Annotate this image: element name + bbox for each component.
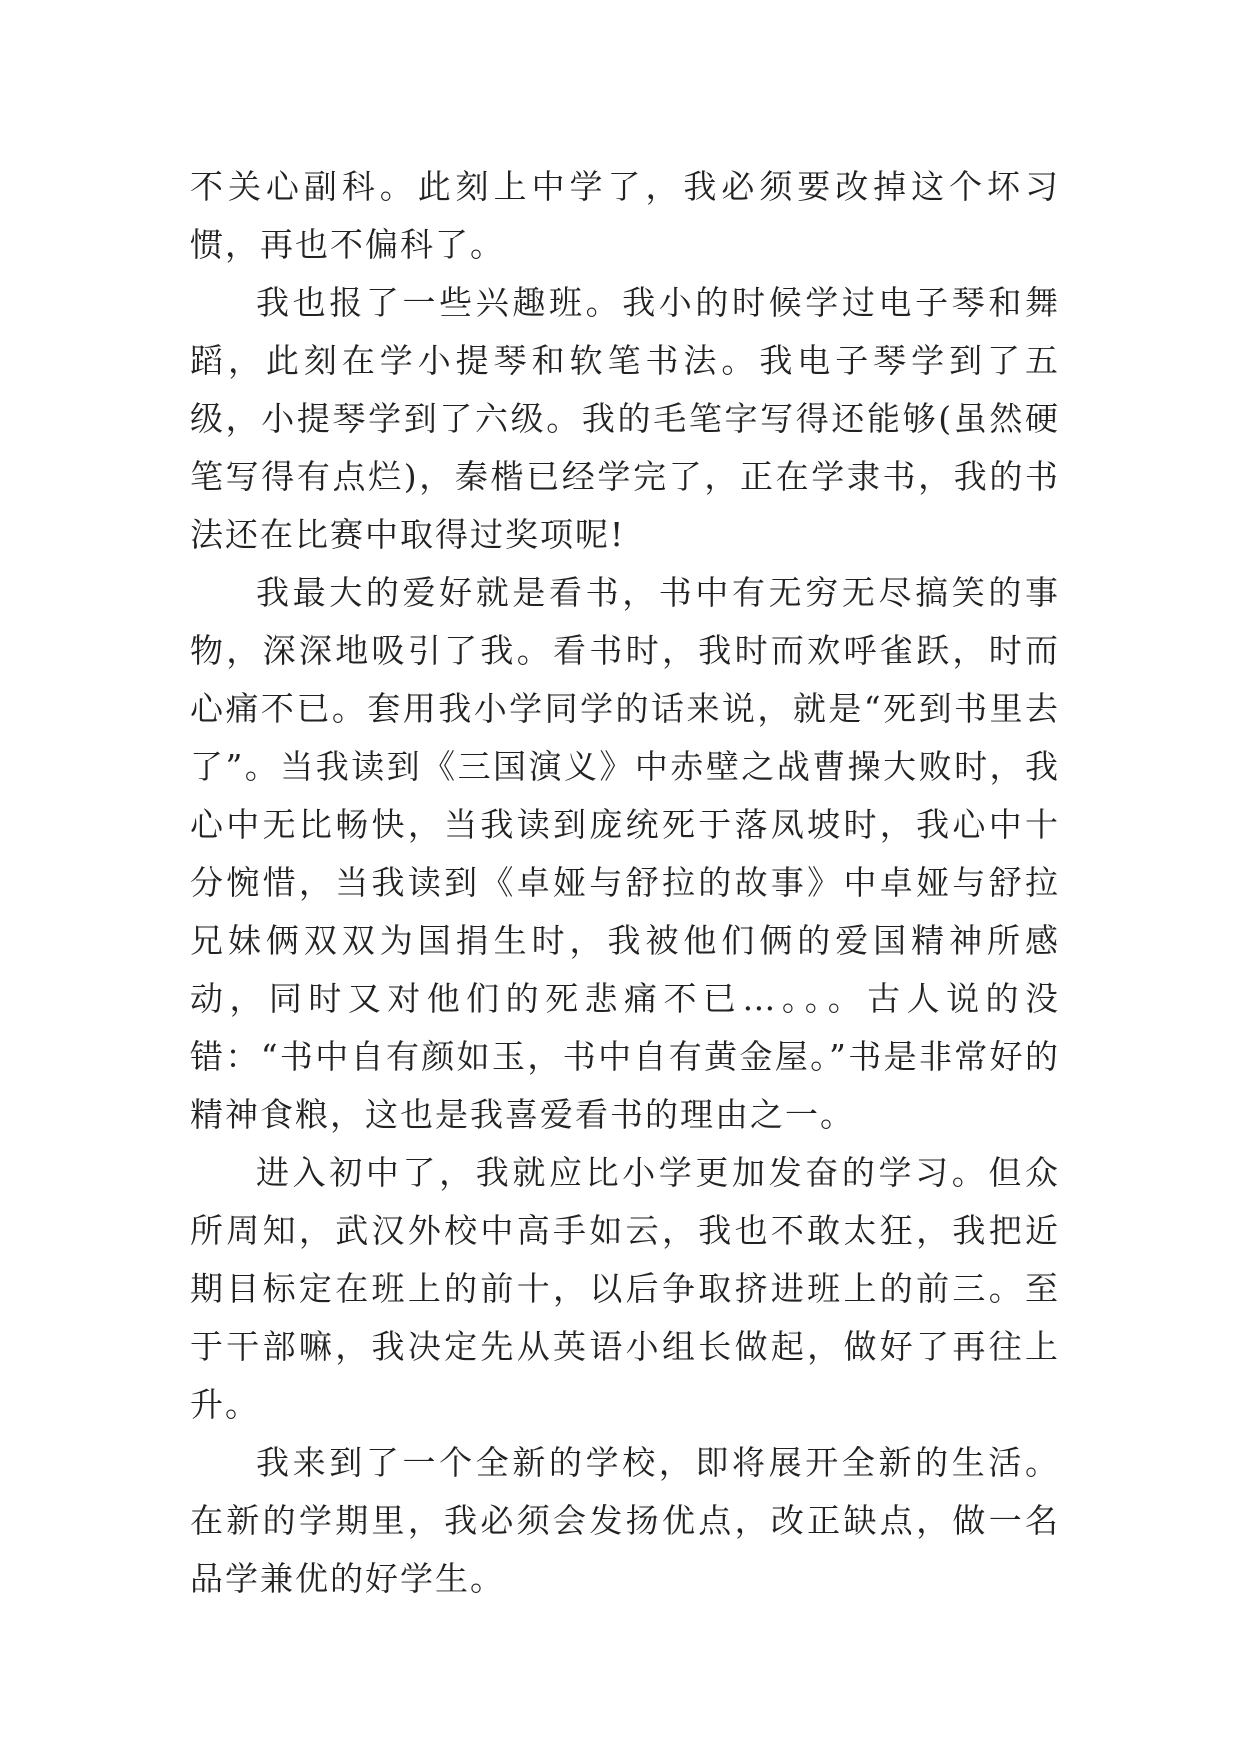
document-body [190, 158, 1060, 1608]
paragraph-5: 我来到了一个全新的学校，即将展开全新的生活。在新的学期里，我必须会发扬优点，改正缺点，做一名品学兼优的好学生。 [190, 1443, 1060, 1598]
paragraph-2: 我也报了一些兴趣班。我小的时候学过电子琴和舞蹈，此刻在学小提琴和软笔书法。我电子琴学到了五级，小提琴学到了六级。我的毛笔字写得还能够(虽然硬笔写得有点烂)，秦楷已经学完了，正在学隶书，我的书法还在比赛中取得过奖项呢! [190, 283, 1060, 554]
paragraph-3: 我最大的爱好就是看书，书中有无穷无尽搞笑的事物，深深地吸引了我。看书时，我时而欢呼雀跃，时而心痛不已。套用我小学同学的话来说，就是“死到书里去了”。当我读到《三国演义》中赤壁之战曹操大败时，我心中无比畅快，当我读到庞统死于落凤坡时，我心中十分惋惜，当我读到《卓娅与舒拉的故事》中卓娅与舒拉兄妹俩双双为国捐生时，我被他们俩的爱国精神所感动，同时又对他们的死悲痛不已…。。。古人说的没错：“书中自有颜如玉，书中自有黄金屋。”书是非常好的精神食粮，这也是我喜爱看书的理由之一。 [190, 573, 1060, 1134]
paragraph-4: 进入初中了，我就应比小学更加发奋的学习。但众所周知，武汉外校中高手如云，我也不敢太狂，我把近期目标定在班上的前十，以后争取挤进班上的前三。至于干部嘛，我决定先从英语小组长做起，做好了再往上升。 [190, 1153, 1060, 1424]
paragraph-1: 不关心副科。此刻上中学了，我必须要改掉这个坏习惯，再也不偏科了。 [190, 167, 1060, 264]
